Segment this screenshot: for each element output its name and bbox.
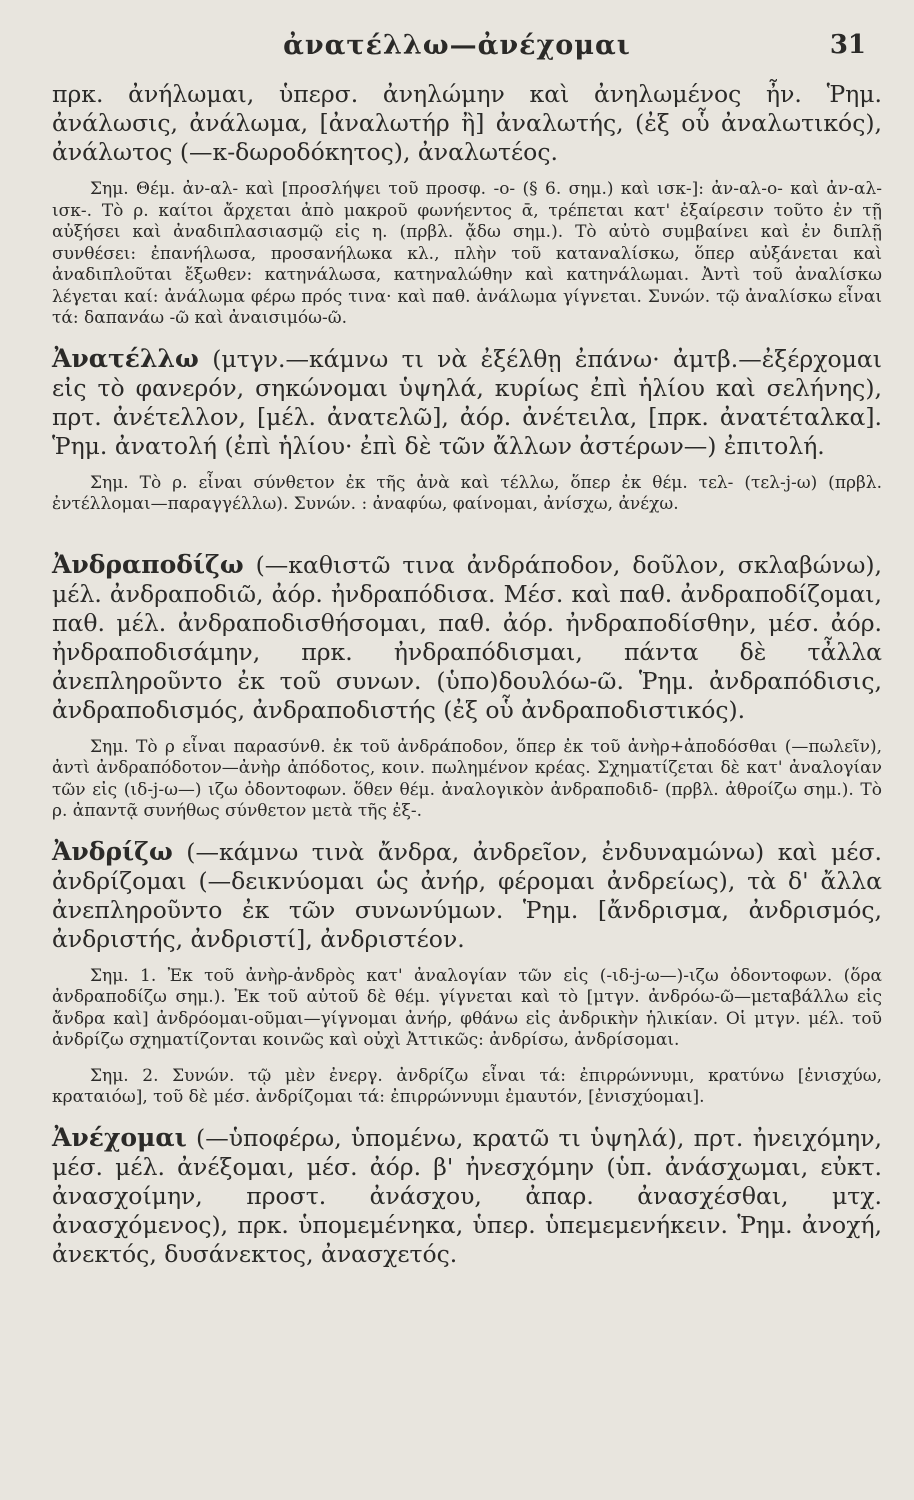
entry-text: (—ὑποφέρω, ὑπομένω, κρατῶ τι ὑψηλά), πρτ. ἠνειχόμην, μέσ. μέλ. ἀνέξομαι, μέσ. ἀόρ. β' ἠνεσχόμην (ὑπ. ἀνάσχωμαι, εὐκτ. ἀνασχοίμην, προστ. ἀνάσχου, ἀπαρ. ἀνασχέσθαι, μτχ. ἀνασχόμενος), πρκ. ὑπομεμένηκα, ὑπερ. ὑπεμεμενήκειν. Ῥημ. ἀνοχή, ἀνεκτός, δυσάνεκτος, ἀνασχετός. <box>52 1123 882 1268</box>
headword: Ἀνδρίζω <box>52 836 173 866</box>
note-paragraph: Σημ. 2. Συνών. τῷ μὲν ἐνεργ. ἀνδρίζω εἶναι τά: ἐπιρρώννυμι, κρατύνω [ἐνισχύω, κραταιόω], τοῦ δὲ μέσ. ἀνδρίζομαι τά: ἐπιρρώννυμι ἐμαυτόν, [ἐνισχύομαι]. <box>52 1065 882 1107</box>
entry-andrizo <box>52 837 882 954</box>
note-paragraph: Σημ. Τὸ ρ εἶναι παρασύνθ. ἐκ τοῦ ἀνδράποδον, ὅπερ ἐκ τοῦ ἀνὴρ+ἀποδόσθαι (—πωλεῖν), ἀντὶ ἀνδραπόδοτον—ἀνὴρ ἀπόδοτος, κοιν. πωλημένον κρέας. Σχηματίζεται δὲ κατ' ἀναλογίαν τῶν εἰς (ιδ-j-ω—) ιζω ὀδοντοφων. ὅθεν θέμ. ἀναλογικὸν ἀνδραποδιδ- (πρβλ. ἀθροίζω σημ.). Τὸ ρ. ἀπαντᾷ συνήθως σύνθετον μετὰ τῆς ἐξ-. <box>52 736 882 821</box>
headword: Ἀνατέλλω <box>52 343 199 373</box>
page-body <box>52 80 882 1269</box>
note-paragraph: Σημ. Θέμ. ἀν-αλ- καὶ [προσλήψει τοῦ προσφ. -ο- (§ 6. σημ.) καὶ ισκ-]: ἀν-αλ-ο- καὶ ἀν-αλ-ισκ-. Τὸ ρ. καίτοι ἄρχεται ἀπὸ μακροῦ φωνήεντος ᾱ, τρέπεται κατ' ἐξαίρεσιν τοῦτο ἐν τῇ αὐξήσει καὶ ἀναδιπλασιασμῷ εἰς η. (πρβλ. ᾄδω σημ.). Τὸ αὐτὸ συμβαίνει καὶ ἐν διπλῇ συνθέσει: ἐπανήλωσα, προσανήλωκα κλ., πλὴν τοῦ καταναλίσκω, ὅπερ αὐξάνεται καὶ ἀναδιπλοῦται ἔξωθεν: κατηνάλωσα, κατηναλώθην καὶ κατηνάλωμαι. Ἀντὶ τοῦ ἀναλίσκω λέγεται καί: ἀνάλωμα φέρω πρός τινα· καὶ παθ. ἀνάλωμα γίγνεται. Συνών. τῷ ἀναλίσκω εἶναι τά: δαπανάω -ῶ καὶ ἀναισιμόω-ῶ. <box>52 179 882 328</box>
note-paragraph: Σημ. Τὸ ρ. εἶναι σύνθετον ἐκ τῆς ἀνὰ καὶ τέλλω, ὅπερ ἐκ θέμ. τελ- (τελ-j-ω) (πρβλ. ἐντέλλομαι—παραγγέλλω). Συνών. : ἀναφύω, φαίνομαι, ἀνίσχω, ἀνέχω. <box>52 472 882 514</box>
entry-text: (μτγν.—κάμνω τι νὰ ἐξέλθῃ ἐπάνω· ἀμτβ.—ἐξέρχομαι εἰς τὸ φανερόν, σηκώνομαι ὑψηλά, κυρίως ἐπὶ ἡλίου καὶ σελήνης), πρτ. ἀνέτελλον, [μέλ. ἀνατελῶ], ἀόρ. ἀνέτειλα, [πρκ. ἀνατέταλκα]. Ῥημ. ἀνατολή (ἐπὶ ἡλίου· ἐπὶ δὲ τῶν ἄλλων ἀστέρων—) ἐπιτολή. <box>52 344 882 460</box>
page-number: 31 <box>829 30 866 60</box>
entry-continuation <box>52 80 882 167</box>
note-paragraph: Σημ. 1. Ἐκ τοῦ ἀνὴρ-ἀνδρὸς κατ' ἀναλογίαν τῶν εἰς (-ιδ-j-ω—)-ιζω ὀδοντοφων. (ὅρα ἀνδραποδίζω σημ.). Ἐκ τοῦ αὐτοῦ δὲ θέμ. γίγνεται καὶ τὸ [μτγν. ἀνδρόω-ῶ—μεταβάλλω εἰς ἄνδρα καὶ] ἀνδρόομαι-οῦμαι—γίγνομαι ἀνήρ, φθάνω εἰς ἀνδρικὴν ἡλικίαν. Οἱ μτγν. μέλ. τοῦ ἀνδρίζω σχηματίζονται κοινῶς καὶ οὐχὶ Ἀττικῶς: ἀνδρίσω, ἀνδρίσομαι. <box>52 965 882 1050</box>
entry-text: (—κάμνω τινὰ ἄνδρα, ἀνδρεῖον, ἐνδυναμώνω) καὶ μέσ. ἀνδρίζομαι (—δεικνύομαι ὡς ἀνήρ, φέρομαι ἀνδρείως), τὰ δ' ἄλλα ἀνεπληροῦντο ἐκ τῶν συνωνύμων. Ῥημ. [ἄνδρισμα, ἀνδρισμός, ἀνδριστής, ἀνδριστί], ἀνδριστέον. <box>52 837 882 953</box>
running-title: ἀνατέλλω—ἀνέχομαι <box>283 30 631 61</box>
entry-andrapodizo <box>52 550 882 725</box>
headword: Ἀνδραποδίζω <box>52 549 244 579</box>
entry-text: πρκ. ἀνήλωμαι, ὑπερσ. ἀνηλώμην καὶ ἀνηλωμένος ἦν. Ῥημ. ἀνάλωσις, ἀνάλωμα, [ἀναλωτήρ ἢ] ἀναλωτής, (ἐξ οὗ ἀναλωτικός), ἀνάλωτος (—κ-δωροδόκητος), ἀναλωτέος. <box>52 80 882 166</box>
entry-anatello <box>52 344 882 461</box>
entry-text: (—καθιστῶ τινα ἀνδράποδον, δοῦλον, σκλαβώνω), μέλ. ἀνδραποδιῶ, ἀόρ. ἠνδραπόδισα. Μέσ. καὶ παθ. ἀνδραποδίζομαι, παθ. μέλ. ἀνδραποδισθήσομαι, παθ. ἀόρ. ἠνδραποδίσθην, μέσ. ἀόρ. ἠνδραποδισάμην, πρκ. ἠνδραπόδισμαι, πάντα δὲ τἆλλα ἀνεπληροῦντο ἐκ τοῦ συνων. (ὑπο)δουλόω-ῶ. Ῥημ. ἀνδραπόδισις, ἀνδραποδισμός, ἀνδραποδιστής (ἐξ οὗ ἀνδραποδιστικός). <box>52 550 882 724</box>
entry-anechomai <box>52 1123 882 1269</box>
running-head <box>0 30 914 70</box>
headword: Ἀνέχομαι <box>52 1122 187 1152</box>
